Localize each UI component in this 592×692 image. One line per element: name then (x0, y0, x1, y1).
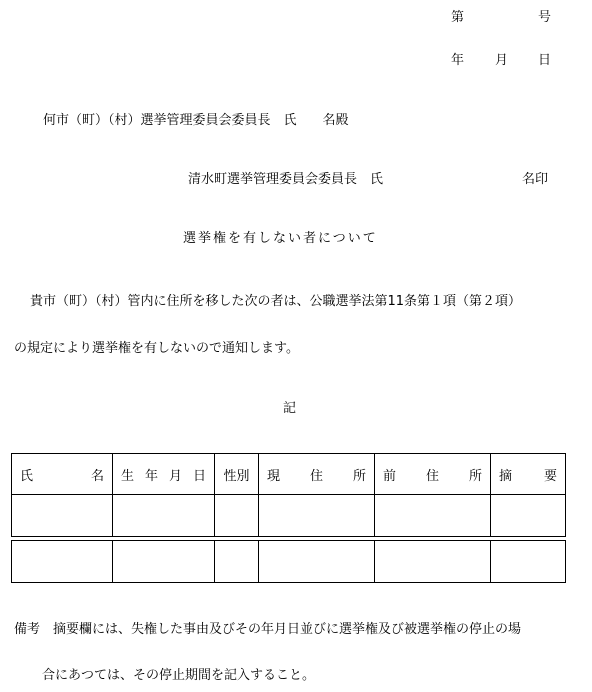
notification-table (11, 453, 566, 583)
sender-line: 清水町選挙管理委員会委員長 氏 (188, 172, 384, 187)
header-birthdate: 生 年 月 日 (113, 454, 215, 495)
header-previous-address: 前 住 所 (375, 454, 491, 495)
header-remarks: 摘 要 (491, 454, 566, 495)
header-gender: 性別 (215, 454, 259, 495)
table-cell (491, 541, 566, 583)
table-cell (113, 495, 215, 537)
table-cell (215, 541, 259, 583)
table-row (12, 541, 566, 583)
table-cell (375, 495, 491, 537)
table-cell (215, 495, 259, 537)
table-cell (259, 541, 375, 583)
sender-seal-label: 名印 (522, 172, 549, 187)
remarks-note-line-2: 合にあつては、その停止期間を記入すること。 (42, 668, 316, 683)
table-cell (259, 495, 375, 537)
document-number-label: 第 (451, 10, 465, 25)
addressee-line: 何市（町）（村）選挙管理委員会委員長 氏 名殿 (43, 113, 349, 128)
table-cell (113, 541, 215, 583)
table-row (12, 495, 566, 537)
document-number-suffix: 号 (538, 10, 552, 25)
ki-heading: 記 (283, 401, 297, 416)
document-subject: 選挙権を有しない者について (183, 231, 378, 246)
table-cell (12, 541, 113, 583)
body-text-line-1: 貴市（町）（村）管内に住所を移した次の者は、公職選挙法第11条第１項（第２項） (30, 294, 522, 309)
date-day-label: 日 (538, 53, 552, 68)
table-header-row (12, 454, 566, 495)
remarks-note-line-1: 備考 摘要欄には、失権した事由及びその年月日並びに選挙権及び被選挙権の停止の場 (14, 622, 522, 637)
header-name: 氏 名 (12, 454, 113, 495)
date-year-label: 年 (451, 53, 465, 68)
date-month-label: 月 (495, 53, 509, 68)
body-text-line-2: の規定により選挙権を有しないので通知します。 (14, 341, 299, 356)
table-cell (375, 541, 491, 583)
table-cell (12, 495, 113, 537)
header-current-address: 現 住 所 (259, 454, 375, 495)
table-cell (491, 495, 566, 537)
